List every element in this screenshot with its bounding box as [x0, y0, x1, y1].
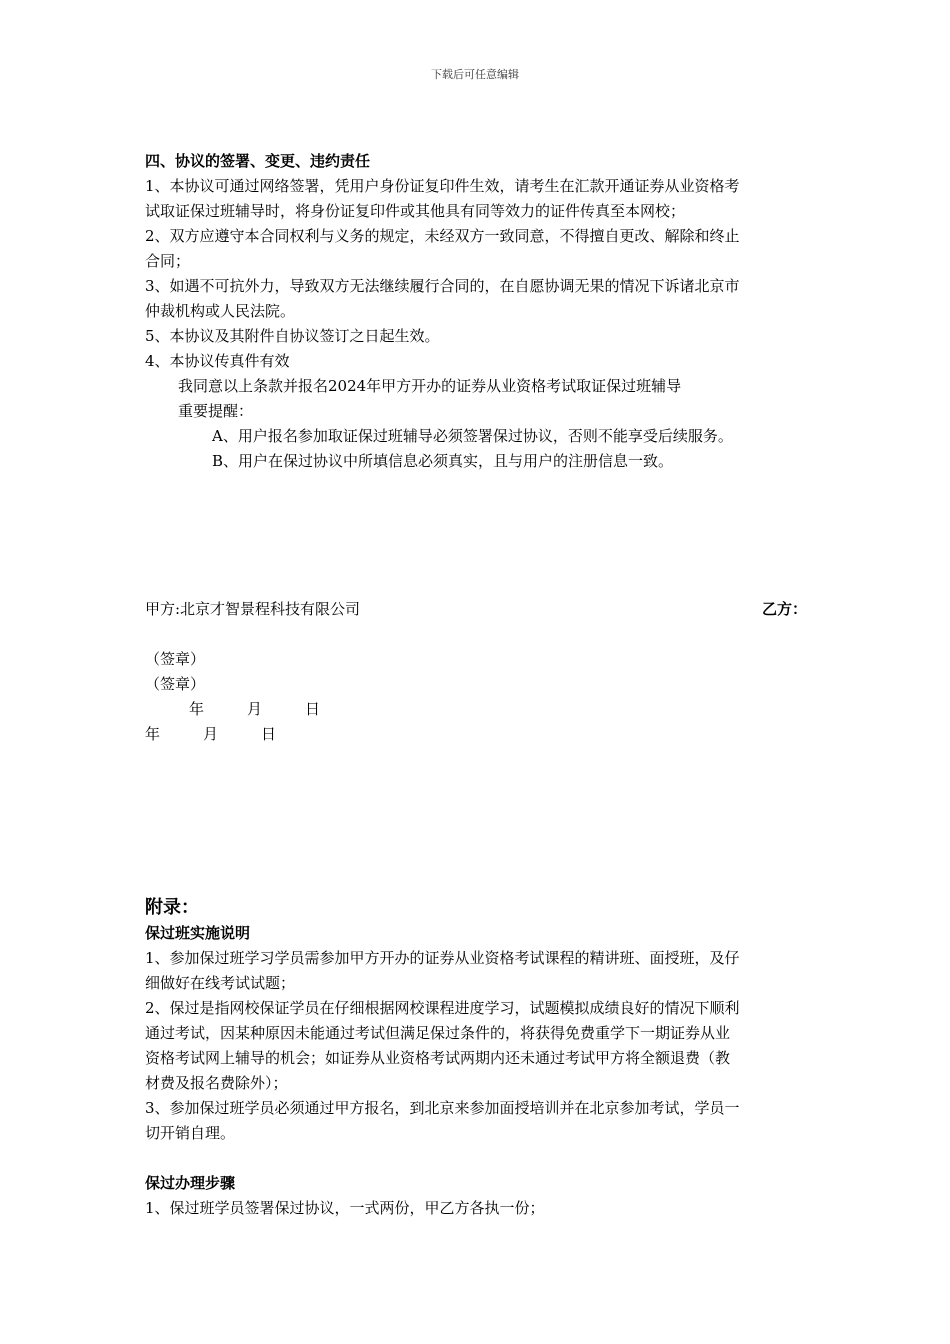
page-header-note: 下载后可任意编辑 — [431, 68, 519, 81]
clause-2-line-1: 2、双方应遵守本合同权利与义务的规定，未经双方一致同意，不得擅自更改、解除和终止 — [145, 227, 740, 245]
appendix — [145, 895, 807, 1221]
appendix-p1-line-2: 细做好在线考试试题； — [145, 974, 296, 992]
seal-a: （签章） — [145, 650, 206, 668]
appendix-p2-line-4: 材费及报名费除外）； — [145, 1074, 288, 1092]
date-month: 月 — [247, 700, 263, 718]
date-line-a — [145, 697, 807, 722]
appendix-p3-line-2: 切开销自理。 — [145, 1124, 236, 1142]
appendix-p3-line-1: 3、参加保过班学员必须通过甲方报名，到北京来参加面授培训并在北京参加考试，学员一 — [145, 1099, 740, 1117]
appendix-p1-line-1: 1、参加保过班学习学员需参加甲方开办的证券从业资格考试课程的精讲班、面授班，及仔 — [145, 949, 740, 967]
section-4 — [145, 149, 807, 474]
appendix-subtitle-2: 保过办理步骤 — [145, 1174, 236, 1192]
appendix-title: 附录： — [145, 897, 199, 918]
clause-3-line-1: 3、如遇不可抗外力，导致双方无法继续履行合同的，在自愿协调无果的情况下诉诸北京市 — [145, 277, 740, 295]
reminder-b: B、用户在保过协议中所填信息必须真实，且与用户的注册信息一致。 — [212, 452, 674, 470]
party-a: 甲方:北京才智景程科技有限公司 — [145, 600, 361, 618]
consent-statement: 我同意以上条款并报名2024年甲方开办的证券从业资格考试取证保过班辅导 — [178, 377, 682, 395]
appendix-step-1: 1、保过班学员签署保过协议，一式两份，甲乙方各执一份； — [145, 1199, 545, 1217]
clause-5: 5、本协议及其附件自协议签订之日起生效。 — [145, 327, 440, 345]
appendix-p2-line-3: 资格考试网上辅导的机会；如证券从业资格考试两期内还未通过考试甲方将全额退费（教 — [145, 1049, 731, 1067]
date-year: 年 — [189, 700, 205, 718]
date-day: 日 — [305, 700, 321, 718]
clause-2-line-2: 合同； — [145, 252, 191, 270]
section-title: 四、协议的签署、变更、违约责任 — [145, 152, 371, 170]
appendix-subtitle-1: 保过班实施说明 — [145, 924, 251, 942]
appendix-p2-line-2: 通过考试，因某种原因未能通过考试但满足保过条件的，将获得免费重学下一期证券从业 — [145, 1024, 731, 1042]
clause-3-line-2: 仲裁机构或人民法院。 — [145, 302, 296, 320]
date-month: 月 — [203, 725, 219, 743]
appendix-p2-line-1: 2、保过是指网校保证学员在仔细根据网校课程进度学习，试题模拟成绩良好的情况下顺利 — [145, 999, 740, 1017]
date-year: 年 — [145, 725, 161, 743]
reminder-title: 重要提醒： — [178, 402, 254, 420]
reminder-a: A、用户报名参加取证保过班辅导必须签署保过协议，否则不能享受后续服务。 — [212, 427, 733, 445]
clause-1-line-1: 1、本协议可通过网络签署，凭用户身份证复印件生效，请考生在汇款开通证券从业资格考 — [145, 177, 740, 195]
clause-4: 4、本协议传真件有效 — [145, 352, 290, 370]
seal-b: （签章） — [145, 675, 206, 693]
date-line-b — [145, 722, 807, 747]
clause-1-line-2: 试取证保过班辅导时，将身份证复印件或其他具有同等效力的证件传真至本网校； — [145, 202, 686, 220]
party-row — [145, 597, 807, 622]
date-day: 日 — [261, 725, 277, 743]
signature-block — [145, 597, 807, 747]
party-b: 乙方： — [761, 600, 807, 618]
